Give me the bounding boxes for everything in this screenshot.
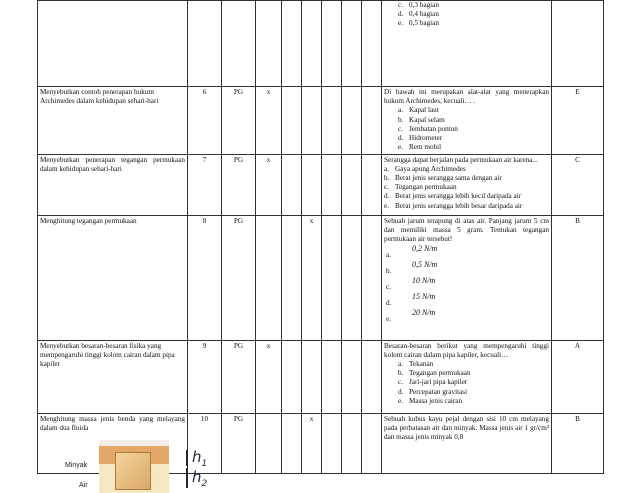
objective-cell [38, 1, 188, 87]
wooden-cube [115, 452, 151, 490]
option-letter: d. [398, 10, 404, 19]
option-letter: e. [384, 201, 389, 210]
option-letter: e. [398, 143, 403, 152]
option-letter: c. [398, 378, 403, 387]
table-row [38, 340, 604, 413]
level-mark-cell [362, 1, 382, 87]
answer-option [384, 165, 549, 174]
option-text: Massa jenis cairan [409, 396, 463, 405]
option-value: 10 N/m [412, 276, 436, 286]
question-number-cell: 10 [188, 413, 222, 473]
answer-option [398, 116, 549, 125]
table-row [38, 87, 604, 155]
answer-option [384, 192, 549, 201]
answer-key-cell: E [552, 87, 604, 155]
answer-option [398, 10, 549, 19]
objective-cell: Menghitung massa jenis benda yang melayang dalam dua fluida [38, 413, 188, 473]
option-text: Tekanan [409, 359, 434, 368]
answer-option [398, 397, 549, 406]
answer-option [398, 378, 549, 387]
level-mark-cell [282, 340, 302, 413]
table-row [38, 154, 604, 215]
option-value: 20 N/m [412, 308, 436, 318]
option-letter: a. [384, 164, 389, 173]
answer-option [398, 125, 549, 134]
level-mark-cell: x [256, 87, 282, 155]
table-row [38, 215, 604, 340]
option-value: 0,2 N/m [412, 244, 438, 254]
option-letter: a. [398, 106, 403, 115]
level-mark-cell [342, 154, 362, 215]
option-letter: e. [386, 314, 391, 323]
option-letter: d. [386, 298, 392, 307]
question-text: Sebuah jarum terapung di atas air. Panjang jarum 5 cm dan memiliki massa 5 gram. Tentukan tegangan permukaan air tersebut! [384, 216, 549, 243]
option-letter: c. [398, 1, 403, 9]
question-cell [382, 215, 552, 340]
level-mark-cell: x [256, 340, 282, 413]
option-letter: b. [398, 369, 404, 378]
option-text: Hidrometer [409, 134, 443, 143]
level-mark-cell [256, 1, 282, 87]
level-mark-cell [342, 215, 362, 340]
option-letter: a. [386, 250, 391, 259]
h1-label: $h_1$ [192, 448, 208, 469]
table-row [38, 1, 604, 87]
level-mark-cell [322, 413, 342, 473]
level-mark-cell [282, 154, 302, 215]
option-text: Gaya apung Archimedes [395, 164, 466, 173]
answer-key-cell: B [552, 215, 604, 340]
level-mark-cell [342, 87, 362, 155]
question-grid [37, 0, 604, 474]
option-text: Berat jenis serangga lebih besar daripada air [395, 201, 523, 210]
question-type-cell: PG [222, 340, 256, 413]
option-letter: e. [398, 19, 403, 28]
option-text: Jembatan ponton [409, 124, 458, 133]
option-letter: d. [384, 192, 390, 201]
option-text: 0,5 bagian [409, 19, 439, 28]
answer-key-cell: C [552, 154, 604, 215]
level-mark-cell [256, 413, 282, 473]
answer-option [384, 183, 549, 192]
level-mark-cell [282, 413, 302, 473]
level-mark-cell [302, 1, 322, 87]
option-text: Tegangan permukaan [409, 369, 471, 378]
level-mark-cell [322, 1, 342, 87]
level-mark-cell [322, 215, 342, 340]
question-type-cell: PG [222, 87, 256, 155]
answer-key-cell: A [552, 340, 604, 413]
option-letter: a. [398, 359, 403, 368]
option-text: Jari-jari pipa kapiler [409, 378, 468, 387]
objective-cell: Menyebutkan contoh penerapan hukum Archimedes dalam kehidupan sehari-hari [38, 87, 188, 155]
answer-options [384, 106, 549, 152]
objective-cell: Menyebutkan penerapan tegangan permukaan dalam kehidupan sehari-hari [38, 154, 188, 215]
h1-brace [186, 450, 188, 466]
h2-label: $h_2$ [192, 468, 208, 489]
level-mark-cell [322, 154, 342, 215]
question-text: Serangga dapat berjalan pada permukaan air karena... [384, 155, 538, 164]
answer-option [384, 174, 549, 183]
question-cell [382, 87, 552, 155]
level-mark-cell [362, 154, 382, 215]
objective-cell: Menyebutkan besaran-besaran fisika yang mempengaruhi tinggi kolom cairan dalam pipa kapiler [38, 340, 188, 413]
level-mark-cell [302, 340, 322, 413]
option-text: 0,3 bagian [409, 1, 439, 9]
question-type-cell: PG [222, 154, 256, 215]
question-text: Di bawah ini merupakan alat-alat yang menerapkan hukum Archimedes, kecuali… . [384, 88, 549, 106]
answer-option [384, 308, 549, 324]
answer-option [398, 134, 549, 143]
option-letter: c. [384, 183, 389, 192]
question-cell [382, 154, 552, 215]
question-number-cell: 6 [188, 87, 222, 155]
option-text: Rem mobil [409, 143, 442, 152]
option-letter: b. [398, 115, 404, 124]
question-type-cell [222, 1, 256, 87]
level-mark-cell: x [302, 215, 322, 340]
objective-cell: Menghitung tegangan permukaan [38, 215, 188, 340]
level-mark-cell [342, 1, 362, 87]
answer-option [384, 244, 549, 260]
question-number-cell [188, 1, 222, 87]
question-type-cell: PG [222, 215, 256, 340]
answer-option [384, 202, 549, 211]
question-cell [382, 413, 552, 473]
answer-options [384, 360, 549, 406]
level-mark-cell [362, 215, 382, 340]
option-letter: d. [398, 134, 404, 143]
option-text: Percepatan gravitasi [409, 387, 468, 396]
question-cell [382, 340, 552, 413]
oil-label: Minyak [65, 462, 88, 469]
level-mark-cell [362, 340, 382, 413]
answer-option [398, 388, 549, 397]
question-cell [382, 1, 552, 87]
level-mark-cell [322, 340, 342, 413]
answer-option [398, 369, 549, 378]
level-mark-cell [256, 215, 282, 340]
level-mark-cell [282, 215, 302, 340]
level-mark-cell [282, 1, 302, 87]
level-mark-cell [302, 87, 322, 155]
cube-figure [37, 440, 208, 493]
question-number-cell: 8 [188, 215, 222, 340]
tank-air-gap [99, 440, 169, 446]
option-letter: c. [398, 124, 403, 133]
answer-option [398, 106, 549, 115]
level-mark-cell [362, 413, 382, 473]
answer-option [398, 1, 549, 10]
option-text: Tegangan permukaan [395, 183, 457, 192]
level-mark-cell [282, 87, 302, 155]
answer-key-cell: B [552, 413, 604, 473]
answer-option [398, 360, 549, 369]
answer-options [384, 1, 549, 29]
question-text: Sebuah kubus kayu pejal dengan sisi 10 cm melayang pada perbatasan air dan minyak. Massa jenis air 1 gr/cm³ dan massa jenis minyak 0,8 [384, 414, 549, 441]
option-text: Kapal laut [409, 106, 439, 115]
level-mark-cell [322, 87, 342, 155]
question-number-cell: 7 [188, 154, 222, 215]
level-mark-cell [342, 413, 362, 473]
option-letter: b. [386, 266, 392, 275]
answer-option [398, 19, 549, 28]
level-mark-cell: x [256, 154, 282, 215]
option-text: Berat jenis serangga sama dengan air [395, 173, 502, 182]
option-text: Berat jenis serangga lebih kecil daripada air [395, 192, 522, 201]
question-number-cell: 9 [188, 340, 222, 413]
answer-option [384, 276, 549, 292]
level-mark-cell: x [302, 413, 322, 473]
option-letter: d. [398, 387, 404, 396]
option-letter: b. [384, 173, 390, 182]
question-type-cell: PG [222, 413, 256, 473]
level-mark-cell [362, 87, 382, 155]
option-value: 15 N/m [412, 292, 436, 302]
level-mark-cell [342, 340, 362, 413]
level-mark-cell [302, 154, 322, 215]
option-value: 0,5 N/m [412, 260, 438, 270]
answer-options [384, 165, 549, 211]
question-text: Besaran-besaran berikut yang mempengaruhi tinggi kolom cairan dalam pipa kapiler, kecuali… [384, 341, 549, 359]
answer-option [398, 143, 549, 152]
water-label: Air [79, 482, 88, 489]
answer-option [384, 292, 549, 308]
answer-option [384, 260, 549, 276]
option-letter: e. [398, 396, 403, 405]
option-text: Kapal selam [409, 115, 445, 124]
option-letter: c. [386, 282, 391, 291]
h2-brace [186, 468, 188, 488]
answer-key-cell [552, 1, 604, 87]
option-text: 0,4 bagian [409, 10, 439, 19]
